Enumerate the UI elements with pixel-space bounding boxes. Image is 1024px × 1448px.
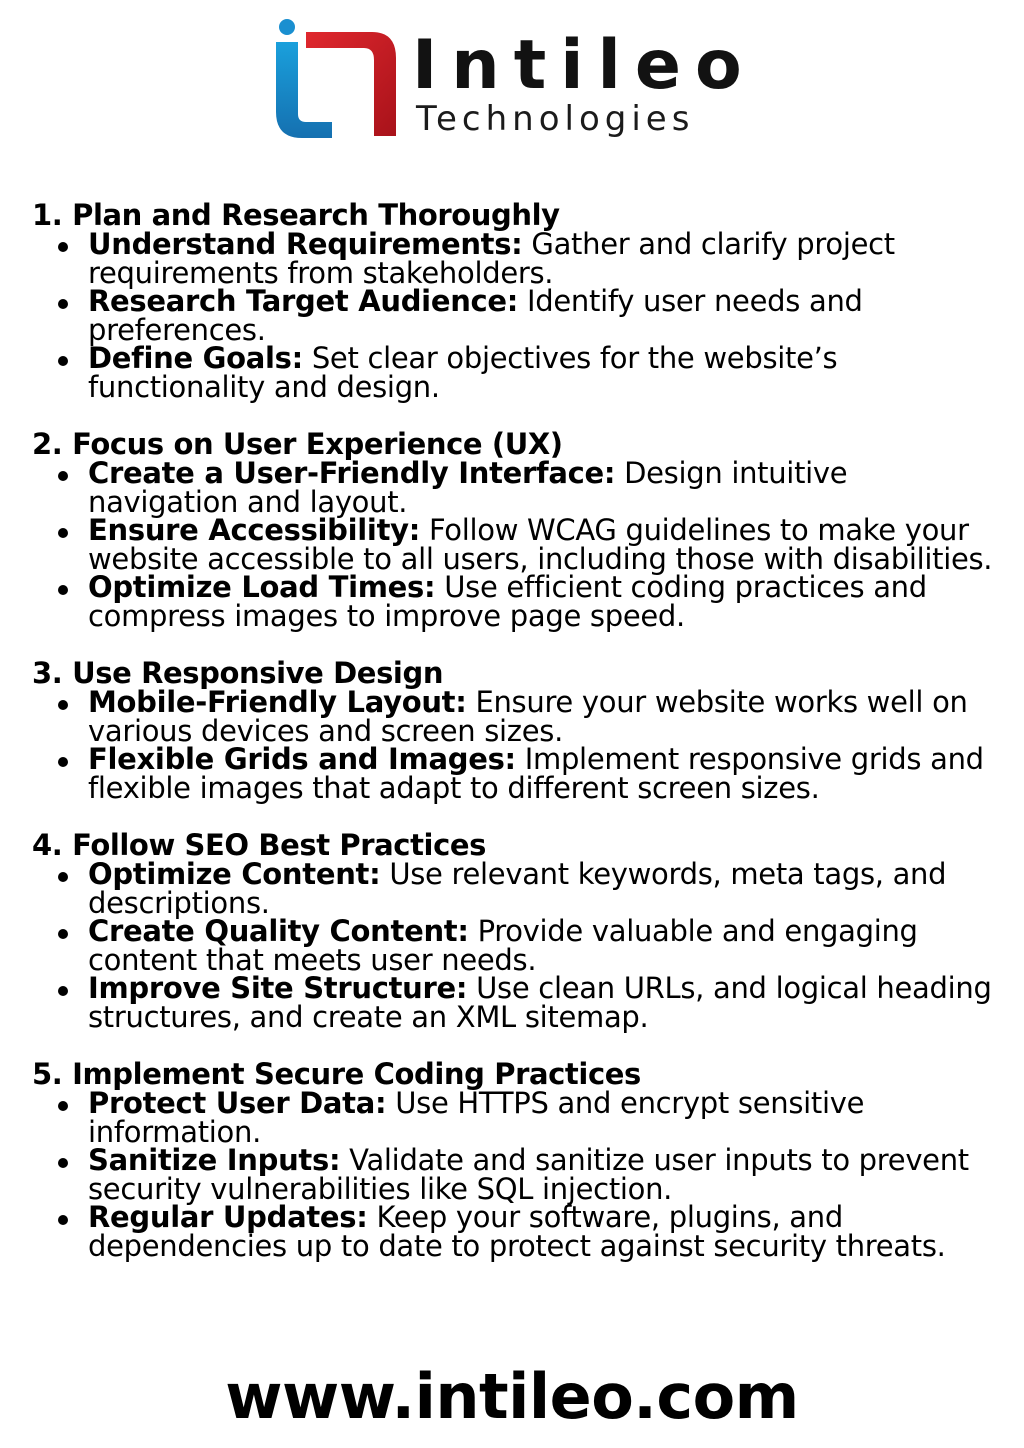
item-heading: Sanitize Inputs: — [88, 1143, 341, 1177]
section-5 — [32, 1057, 996, 1263]
item-heading: Mobile-Friendly Layout: — [88, 685, 467, 719]
list-item — [88, 1086, 996, 1149]
bullet-dot-icon — [58, 986, 68, 996]
item-description: Use clean URLs, and logical heading structures, and create an XML sitemap. — [88, 971, 992, 1034]
list-item — [88, 914, 996, 977]
bullet-list — [32, 1086, 996, 1263]
website-url[interactable]: www.intileo.com — [225, 1360, 799, 1433]
bullet-dot-icon — [58, 700, 68, 710]
section-title: 5. Implement Secure Coding Practices — [32, 1057, 641, 1091]
section-4 — [32, 828, 996, 1034]
item-description: Validate and sanitize user inputs to prevent security vulnerabilities like SQL injection. — [88, 1143, 969, 1206]
bullet-dot-icon — [58, 1101, 68, 1111]
list-item — [88, 513, 996, 576]
item-heading: Ensure Accessibility: — [88, 513, 421, 547]
item-description: Design intuitive navigation and layout. — [88, 456, 848, 519]
item-description: Use HTTPS and encrypt sensitive information. — [88, 1086, 865, 1149]
section-title: 1. Plan and Research Thoroughly — [32, 198, 560, 232]
list-item — [88, 456, 996, 519]
list-item — [88, 1200, 996, 1263]
logo-wordmark: Intileo — [412, 26, 756, 105]
bullet-dot-icon — [58, 757, 68, 767]
section-title: 3. Use Responsive Design — [32, 656, 444, 690]
item-heading: Understand Requirements: — [88, 227, 523, 261]
item-description: Use efficient coding practices and compress images to improve page speed. — [88, 570, 927, 633]
bullet-dot-icon — [58, 1215, 68, 1225]
company-logo — [270, 18, 770, 148]
item-heading: Improve Site Structure: — [88, 971, 468, 1005]
tips-list — [32, 200, 996, 1288]
list-item — [88, 341, 996, 404]
item-heading: Optimize Content: — [88, 857, 381, 891]
item-description: Identify user needs and preferences. — [88, 284, 863, 347]
item-heading: Regular Updates: — [88, 1200, 368, 1234]
item-description: Ensure your website works well on various devices and screen sizes. — [88, 685, 968, 748]
bullet-dot-icon — [58, 872, 68, 882]
bullet-dot-icon — [58, 528, 68, 538]
section-title: 2. Focus on User Experience (UX) — [32, 427, 563, 461]
item-description: Keep your software, plugins, and dependencies up to date to protect against security threats. — [88, 1200, 946, 1263]
bullet-dot-icon — [58, 929, 68, 939]
item-heading: Define Goals: — [88, 341, 303, 375]
bullet-list — [32, 685, 996, 805]
logo-subtitle: Technologies — [416, 99, 695, 139]
list-item — [88, 284, 996, 347]
list-item — [88, 971, 996, 1034]
item-description: Provide valuable and engaging content that meets user needs. — [88, 914, 918, 977]
section-2 — [32, 427, 996, 633]
item-heading: Research Target Audience: — [88, 284, 519, 318]
bullet-dot-icon — [58, 471, 68, 481]
bullet-dot-icon — [58, 1158, 68, 1168]
item-description: Use relevant keywords, meta tags, and descriptions. — [88, 857, 947, 920]
logo-mark-icon — [270, 18, 410, 148]
item-description: Implement responsive grids and flexible images that adapt to different screen sizes. — [88, 742, 984, 805]
item-description: Gather and clarify project requirements from stakeholders. — [88, 227, 895, 290]
bullet-dot-icon — [58, 585, 68, 595]
list-item — [88, 742, 996, 805]
bullet-list — [32, 456, 996, 633]
item-heading: Flexible Grids and Images: — [88, 742, 516, 776]
list-item — [88, 227, 996, 290]
item-heading: Create a User-Friendly Interface: — [88, 456, 616, 490]
item-heading: Create Quality Content: — [88, 914, 469, 948]
item-description: Set clear objectives for the website’s functionality and design. — [88, 341, 838, 404]
section-1 — [32, 198, 996, 404]
section-3 — [32, 656, 996, 805]
bullet-list — [32, 227, 996, 404]
item-heading: Protect User Data: — [88, 1086, 387, 1120]
list-item — [88, 570, 996, 633]
list-item — [88, 685, 996, 748]
item-description: Follow WCAG guidelines to make your website accessible to all users, including those with disabilities. — [88, 513, 993, 576]
list-item — [88, 1143, 996, 1206]
list-item — [88, 857, 996, 920]
bullet-dot-icon — [58, 242, 68, 252]
section-title: 4. Follow SEO Best Practices — [32, 828, 487, 862]
item-heading: Optimize Load Times: — [88, 570, 436, 604]
bullet-dot-icon — [58, 356, 68, 366]
bullet-dot-icon — [58, 299, 68, 309]
bullet-list — [32, 857, 996, 1034]
